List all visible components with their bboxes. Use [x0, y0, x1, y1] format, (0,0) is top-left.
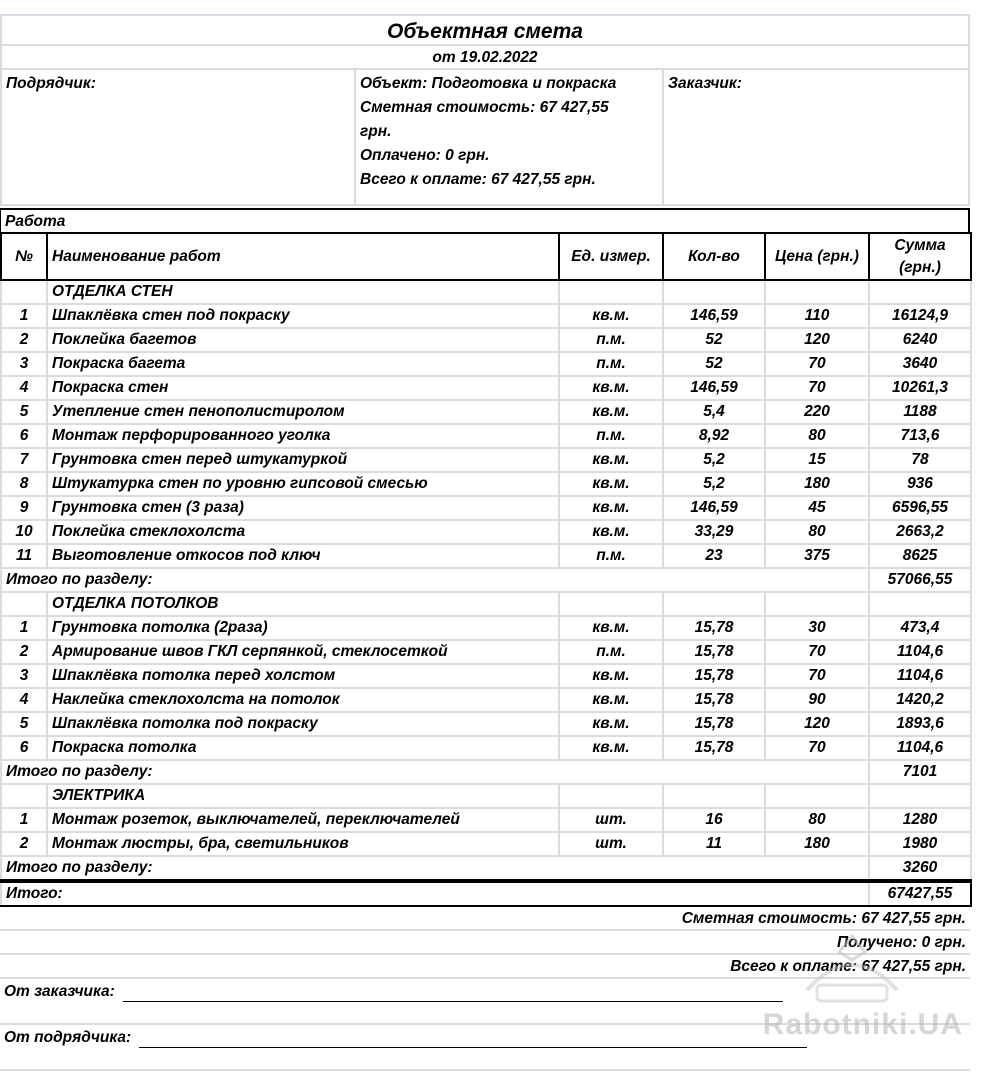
table-row [1, 520, 971, 544]
work-section-label: Работа [0, 208, 970, 232]
price: 80 [765, 520, 869, 544]
subtotal-value: 57066,55 [869, 568, 971, 592]
subtotal-row [1, 856, 971, 881]
price: 70 [765, 376, 869, 400]
subtotal-label: Итого по разделу: [1, 856, 869, 881]
empty-cell [559, 280, 663, 304]
unit: п.м. [559, 424, 663, 448]
work-name: Покраска потолка [47, 736, 559, 760]
quantity: 146,59 [663, 304, 765, 328]
total-label: Итого: [1, 881, 869, 906]
quantity: 146,59 [663, 496, 765, 520]
work-name: Грунтовка потолка (2раза) [47, 616, 559, 640]
row-number: 5 [1, 400, 47, 424]
header-price: Цена (грн.) [765, 233, 869, 280]
unit: кв.м. [559, 304, 663, 328]
price: 110 [765, 304, 869, 328]
work-name: Грунтовка стен (3 раза) [47, 496, 559, 520]
row-number: 3 [1, 352, 47, 376]
row-number: 1 [1, 304, 47, 328]
object-cell [356, 70, 664, 204]
unit: шт. [559, 832, 663, 856]
row-number: 7 [1, 448, 47, 472]
price: 375 [765, 544, 869, 568]
work-name: Поклейка багетов [47, 328, 559, 352]
sum: 1104,6 [869, 664, 971, 688]
table-row [1, 832, 971, 856]
price: 70 [765, 640, 869, 664]
empty-cell [559, 784, 663, 808]
work-name: Поклейка стеклохолста [47, 520, 559, 544]
table-row [1, 400, 971, 424]
unit: кв.м. [559, 688, 663, 712]
document-title: Объектная смета [0, 14, 970, 46]
work-name: Шпаклёвка потолка перед холстом [47, 664, 559, 688]
quantity: 15,78 [663, 736, 765, 760]
row-number: 11 [1, 544, 47, 568]
contractor-label: Подрядчик: [6, 75, 96, 92]
customer-label: Заказчик: [668, 75, 742, 92]
price: 70 [765, 664, 869, 688]
table-header-row [1, 233, 971, 280]
work-name: Шпаклёвка потолка под покраску [47, 712, 559, 736]
table-row [1, 376, 971, 400]
work-name: Покраска стен [47, 376, 559, 400]
estimated-cost-line: Сметная стоимость: 67 427,55 [360, 99, 609, 116]
sum: 16124,9 [869, 304, 971, 328]
work-name: Штукатурка стен по уровню гипсовой смесью [47, 472, 559, 496]
quantity: 5,2 [663, 472, 765, 496]
contractor-cell [2, 70, 356, 204]
row-number: 1 [1, 808, 47, 832]
section-title-row [1, 592, 971, 616]
quantity: 23 [663, 544, 765, 568]
section-number-cell [1, 592, 47, 616]
sum: 6596,55 [869, 496, 971, 520]
price: 80 [765, 808, 869, 832]
table-row [1, 496, 971, 520]
price: 180 [765, 832, 869, 856]
price: 180 [765, 472, 869, 496]
estimate-sheet [0, 14, 970, 1071]
empty-cell [663, 280, 765, 304]
section-title-row [1, 784, 971, 808]
quantity: 15,78 [663, 712, 765, 736]
quantity: 15,78 [663, 616, 765, 640]
quantity: 146,59 [663, 376, 765, 400]
row-number: 2 [1, 640, 47, 664]
section-number-cell [1, 784, 47, 808]
quantity: 15,78 [663, 688, 765, 712]
sum: 1280 [869, 808, 971, 832]
empty-cell [559, 592, 663, 616]
section-title-row [1, 280, 971, 304]
sum: 78 [869, 448, 971, 472]
work-name: Выготовление откосов под ключ [47, 544, 559, 568]
table-row [1, 304, 971, 328]
subtotal-label: Итого по разделу: [1, 760, 869, 784]
table-row [1, 352, 971, 376]
row-number: 3 [1, 664, 47, 688]
sum: 8625 [869, 544, 971, 568]
quantity: 52 [663, 352, 765, 376]
table-row [1, 472, 971, 496]
total-value: 67427,55 [869, 881, 971, 906]
work-name: Утепление стен пенополистиролом [47, 400, 559, 424]
section-number-cell [1, 280, 47, 304]
table-row [1, 616, 971, 640]
unit: кв.м. [559, 712, 663, 736]
info-block [0, 70, 970, 206]
watermark-text: Rabotniki.UA [762, 1008, 963, 1041]
empty-cell [869, 592, 971, 616]
sum: 936 [869, 472, 971, 496]
quantity: 11 [663, 832, 765, 856]
subtotal-label: Итого по разделу: [1, 568, 869, 592]
empty-cell [869, 280, 971, 304]
row-number: 4 [1, 376, 47, 400]
empty-cell [663, 592, 765, 616]
quantity: 15,78 [663, 640, 765, 664]
section-title: ОТДЕЛКА СТЕН [47, 280, 559, 304]
work-name: Монтаж люстры, бра, светильников [47, 832, 559, 856]
row-number: 9 [1, 496, 47, 520]
sum: 10261,3 [869, 376, 971, 400]
customer-signature-line[interactable] [123, 983, 783, 1002]
section-title: ЭЛЕКТРИКА [47, 784, 559, 808]
table-row [1, 712, 971, 736]
unit: кв.м. [559, 736, 663, 760]
price: 120 [765, 328, 869, 352]
row-number: 5 [1, 712, 47, 736]
work-name: Наклейка стеклохолста на потолок [47, 688, 559, 712]
row-number: 4 [1, 688, 47, 712]
row-number: 6 [1, 424, 47, 448]
empty-cell [765, 592, 869, 616]
row-number: 2 [1, 832, 47, 856]
unit: п.м. [559, 352, 663, 376]
table-row [1, 448, 971, 472]
quantity: 15,78 [663, 664, 765, 688]
table-row [1, 808, 971, 832]
watermark-icon [787, 930, 917, 1010]
unit: кв.м. [559, 448, 663, 472]
sum: 1893,6 [869, 712, 971, 736]
unit: кв.м. [559, 520, 663, 544]
table-row [1, 640, 971, 664]
customer-signature-label: От заказчика: [4, 983, 115, 1000]
work-name: Монтаж розеток, выключателей, переключателей [47, 808, 559, 832]
header-sum: Сумма (грн.) [869, 233, 971, 280]
work-name: Покраска багета [47, 352, 559, 376]
contractor-signature-line[interactable] [139, 1029, 807, 1048]
empty-cell [765, 784, 869, 808]
subtotal-row [1, 568, 971, 592]
sum: 2663,2 [869, 520, 971, 544]
subtotal-row [1, 760, 971, 784]
table-row [1, 736, 971, 760]
document-date: от 19.02.2022 [0, 46, 970, 70]
price: 120 [765, 712, 869, 736]
subtotal-value: 7101 [869, 760, 971, 784]
estimated-cost-currency: грн. [360, 123, 392, 140]
quantity: 5,2 [663, 448, 765, 472]
unit: п.м. [559, 328, 663, 352]
work-name: Армирование швов ГКЛ серпянкой, стеклосеткой [47, 640, 559, 664]
quantity: 5,4 [663, 400, 765, 424]
empty-cell [765, 280, 869, 304]
total-row [1, 881, 971, 906]
work-name: Монтаж перфорированного уголка [47, 424, 559, 448]
empty-cell [869, 784, 971, 808]
table-row [1, 328, 971, 352]
table-row [1, 544, 971, 568]
unit: п.м. [559, 544, 663, 568]
unit: шт. [559, 808, 663, 832]
unit: кв.м. [559, 376, 663, 400]
sum: 1104,6 [869, 736, 971, 760]
to-pay-line: Всего к оплате: 67 427,55 грн. [360, 171, 596, 188]
quantity: 33,29 [663, 520, 765, 544]
sum: 3640 [869, 352, 971, 376]
subtotal-value: 3260 [869, 856, 971, 881]
table-row [1, 664, 971, 688]
contractor-signature-label: От подрядчика: [4, 1029, 132, 1046]
price: 80 [765, 424, 869, 448]
unit: кв.м. [559, 664, 663, 688]
paid-line: Оплачено: 0 грн. [360, 147, 490, 164]
empty-cell [663, 784, 765, 808]
section-title: ОТДЕЛКА ПОТОЛКОВ [47, 592, 559, 616]
unit: кв.м. [559, 472, 663, 496]
object-line: Объект: Подготовка и покраска [360, 75, 617, 92]
quantity: 16 [663, 808, 765, 832]
price: 30 [765, 616, 869, 640]
price: 220 [765, 400, 869, 424]
row-number: 8 [1, 472, 47, 496]
price: 45 [765, 496, 869, 520]
sum: 1980 [869, 832, 971, 856]
unit: кв.м. [559, 496, 663, 520]
sum: 1420,2 [869, 688, 971, 712]
header-quantity: Кол-во [663, 233, 765, 280]
price: 70 [765, 736, 869, 760]
work-name: Грунтовка стен перед штукатуркой [47, 448, 559, 472]
price: 90 [765, 688, 869, 712]
table-row [1, 424, 971, 448]
table-row [1, 688, 971, 712]
row-number: 6 [1, 736, 47, 760]
footer-received: Получено: 0 грн. [0, 931, 970, 955]
footer-estimated-cost: Сметная стоимость: 67 427,55 грн. [0, 907, 970, 931]
sum: 713,6 [869, 424, 971, 448]
sum: 473,4 [869, 616, 971, 640]
header-number: № [1, 233, 47, 280]
header-name: Наименование работ [47, 233, 559, 280]
quantity: 8,92 [663, 424, 765, 448]
price: 15 [765, 448, 869, 472]
footer-to-pay: Всего к оплате: 67 427,55 грн. [0, 955, 970, 979]
customer-cell [664, 70, 968, 204]
sum: 1188 [869, 400, 971, 424]
quantity: 52 [663, 328, 765, 352]
unit: кв.м. [559, 400, 663, 424]
unit: п.м. [559, 640, 663, 664]
work-name: Шпаклёвка стен под покраску [47, 304, 559, 328]
header-unit: Ед. измер. [559, 233, 663, 280]
row-number: 10 [1, 520, 47, 544]
price: 70 [765, 352, 869, 376]
row-number: 1 [1, 616, 47, 640]
sum: 6240 [869, 328, 971, 352]
sum: 1104,6 [869, 640, 971, 664]
unit: кв.м. [559, 616, 663, 640]
works-table [0, 232, 972, 907]
row-number: 2 [1, 328, 47, 352]
